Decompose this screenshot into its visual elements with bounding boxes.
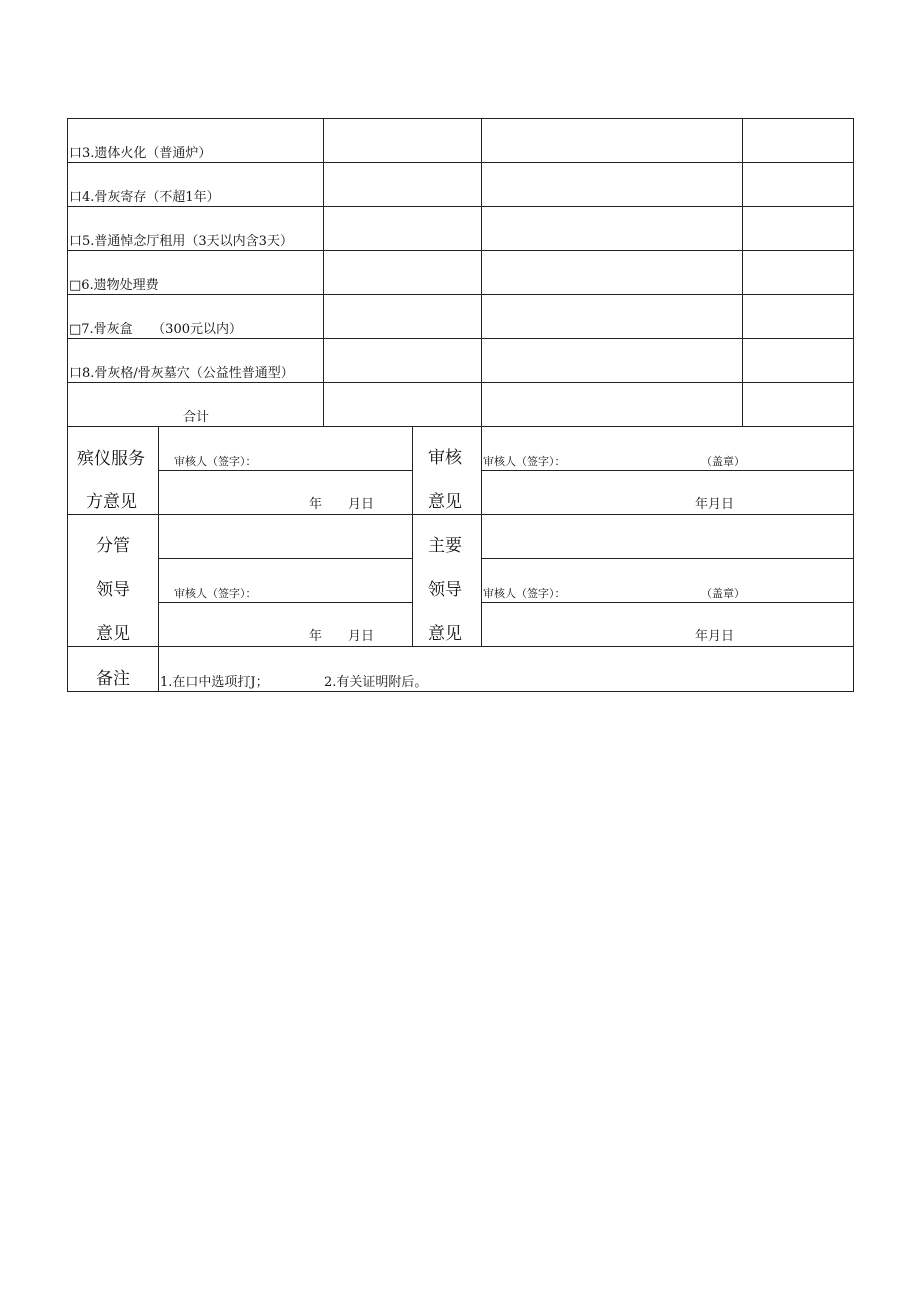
column-divider: [742, 118, 743, 427]
row-divider: [481, 602, 854, 603]
table-bottom-border: [67, 691, 854, 692]
row-divider: [158, 558, 412, 559]
branch-leader-label-line2: 领导: [96, 580, 130, 600]
main-leader-label-line3: 意见: [428, 624, 462, 644]
branch-leader-year: 年: [309, 629, 323, 644]
table-right-border: [853, 118, 854, 692]
main-leader-date: 年月日: [695, 629, 735, 644]
funeral-service-label-line1: 殡仪服务: [77, 449, 145, 469]
column-divider: [412, 426, 413, 647]
branch-leader-reviewer: 审核人（签字）：: [174, 587, 257, 600]
main-leader-seal: （盖章）: [701, 587, 745, 600]
row-divider: [67, 338, 854, 339]
funeral-service-month-day: 月日: [348, 497, 375, 512]
item-label-urn: □7.骨灰盒 （300元以内）: [69, 322, 242, 337]
row-divider: [67, 646, 854, 647]
item-label-belongings: □6.遗物处理费: [69, 278, 159, 293]
row-divider: [67, 514, 854, 515]
branch-leader-month-day: 月日: [348, 629, 375, 644]
item-label-ash-storage: 口4.骨灰寄存（不超1年）: [69, 190, 220, 205]
row-divider: [67, 426, 854, 427]
main-leader-label-line2: 领导: [428, 580, 462, 600]
main-leader-reviewer: 审核人（签字）：: [483, 587, 566, 600]
funeral-service-reviewer: 审核人（签字）：: [174, 455, 257, 468]
column-divider: [323, 118, 324, 427]
remarks-label: 备注: [96, 669, 130, 689]
row-divider: [67, 162, 854, 163]
review-label-line1: 审核: [428, 448, 462, 468]
main-leader-label-line1: 主要: [428, 536, 462, 556]
column-divider: [481, 118, 482, 427]
table-top-border: [67, 118, 854, 119]
row-divider: [481, 470, 854, 471]
column-divider: [158, 426, 159, 692]
row-divider: [67, 250, 854, 251]
row-divider: [158, 602, 412, 603]
review-seal: （盖章）: [701, 455, 745, 468]
column-divider: [481, 426, 482, 647]
total-label: 合计: [183, 410, 210, 425]
row-divider: [158, 470, 412, 471]
branch-leader-label-line3: 意见: [96, 624, 130, 644]
review-date: 年月日: [695, 497, 735, 512]
remarks-note-1: 1.在口中选项打J；: [160, 675, 269, 690]
row-divider: [67, 206, 854, 207]
item-label-cremation: 口3.遗体火化（普通炉）: [69, 146, 212, 161]
review-reviewer: 审核人（签字）：: [483, 455, 566, 468]
table-left-border: [67, 118, 68, 692]
branch-leader-label-line1: 分管: [96, 536, 130, 556]
item-label-memorial-hall: 口5.普通悼念厅租用（3天以内含3天）: [69, 234, 293, 249]
funeral-service-label-line2: 方意见: [86, 492, 137, 512]
item-label-niche-grave: 口8.骨灰格/骨灰墓穴（公益性普通型）: [69, 366, 294, 381]
remarks-note-2: 2.有关证明附后。: [324, 675, 428, 690]
row-divider: [481, 558, 854, 559]
funeral-service-year: 年: [309, 497, 323, 512]
row-divider: [67, 294, 854, 295]
row-divider: [67, 382, 854, 383]
review-label-line2: 意见: [428, 492, 462, 512]
